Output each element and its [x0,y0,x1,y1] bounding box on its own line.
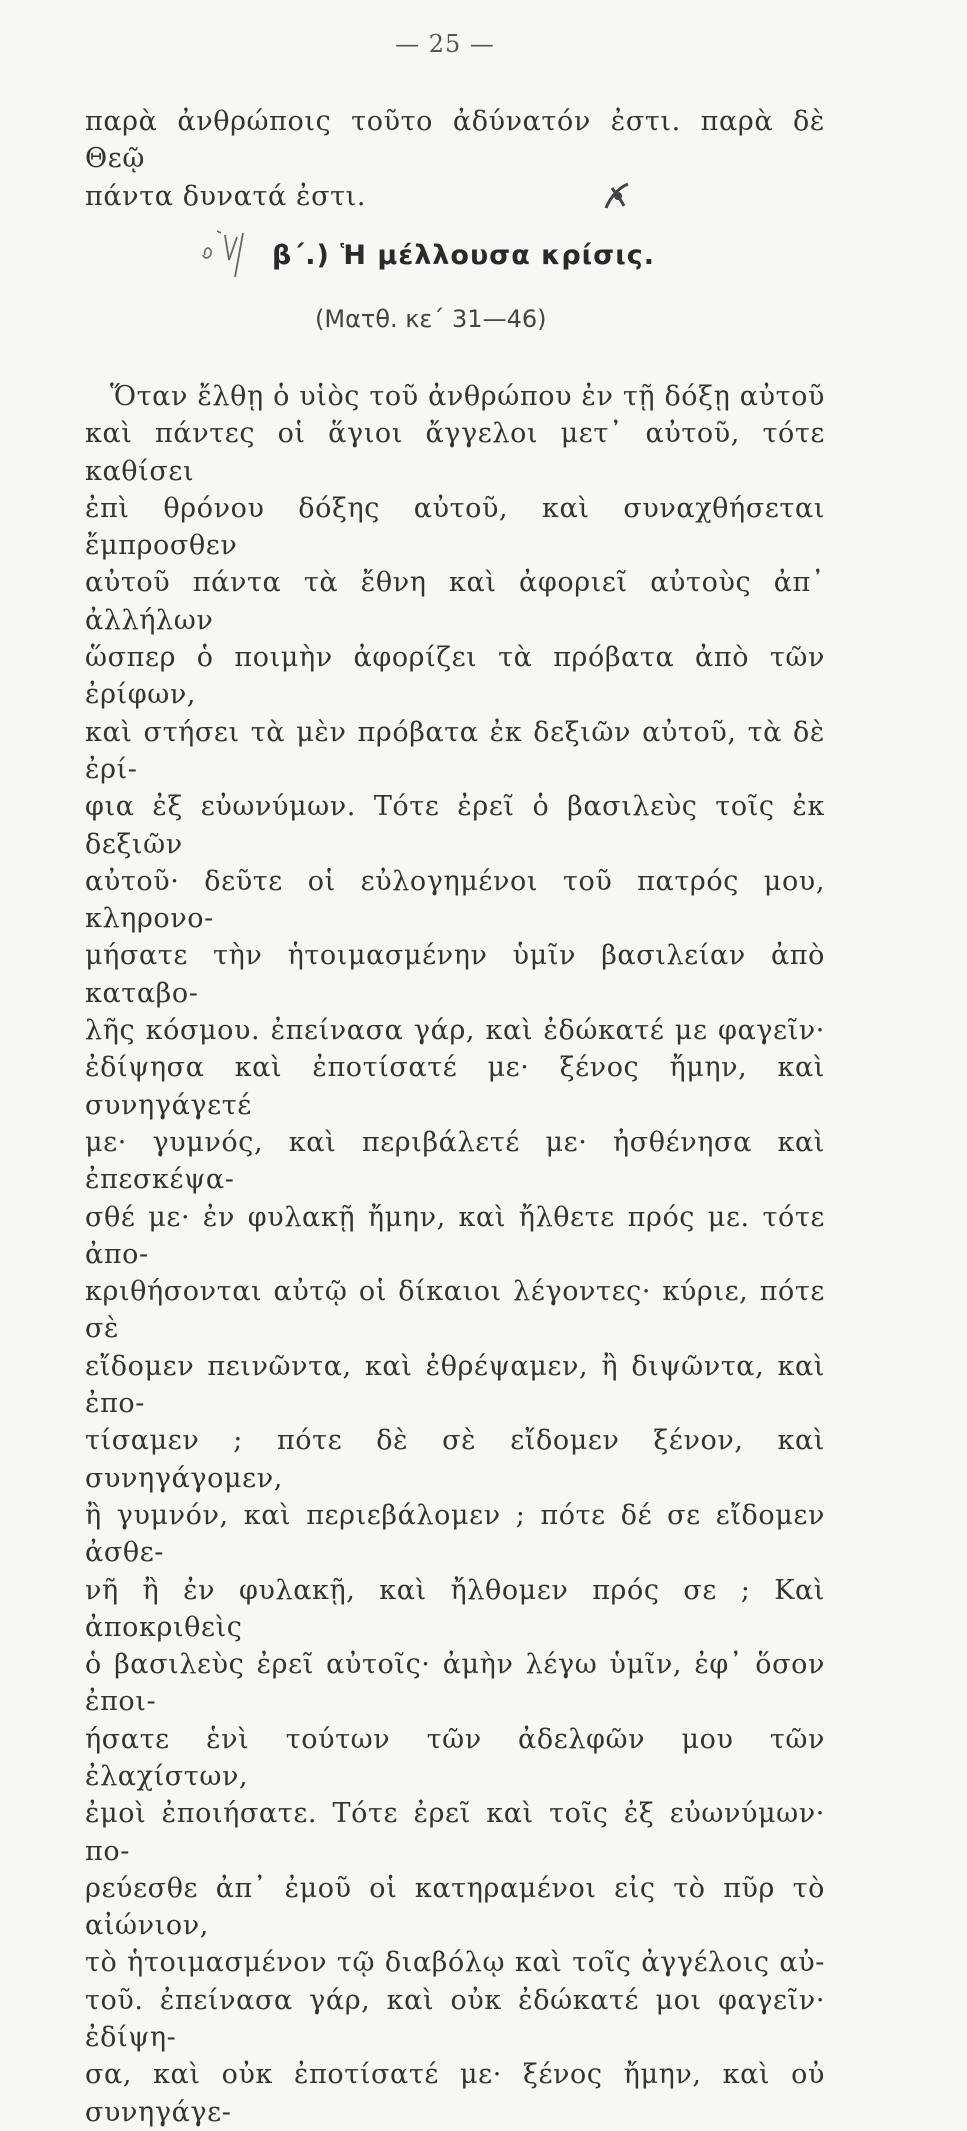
text-line: ἐπὶ θρόνου δόξης αὐτοῦ, καὶ συναχθήσεται ἔμπροσθεν [85,492,825,562]
text-line: με· γυμνός, καὶ περιβάλετέ με· ἠσθένησα καὶ ἐπεσκέψα- [85,1126,825,1196]
text-line: ἢ γυμνόν, καὶ περιεβάλομεν ; πότε δέ σε εἴδομεν ἀσθε- [85,1499,825,1569]
text-line: σα, καὶ οὐκ ἐποτίσατέ με· ξένος ἤμην, καὶ οὐ συνηγάγε- [85,2059,825,2128]
body-paragraph [85,378,825,2131]
text-line: αὐτοῦ πάντα τὰ ἔθνη καὶ ἀφοριεῖ αὐτοὺς ἀπ᾿ ἀλλήλων [85,567,825,636]
text-line: ήσατε ἑνὶ τούτων τῶν ἀδελφῶν μου τῶν ἐλαχίστων, [85,1723,825,1792]
text-line: μήσατε τὴν ἡτοιμασμένην ὑμῖν βασιλείαν ἀπὸ καταβο- [85,940,825,1009]
text-line: αὐτοῦ· δεῦτε οἱ εὐλογημένοι τοῦ πατρός μου, κληρονο- [85,865,825,935]
text-line: εἴδομεν πεινῶντα, καὶ ἐθρέψαμεν, ἢ διψῶντα, καὶ ἐπο- [85,1350,825,1420]
text-line: λῆς κόσμου. ἐπείνασα γάρ, καὶ ἐδώκατέ με φαγεῖν· [85,1015,825,1047]
page-number: — 25 — [395,30,495,58]
text-line: ὁ βασιλεὺς ἐρεῖ αὐτοῖς· ἀμὴν λέγω ὑμῖν, ἐφ᾿ ὅσον ἐποι- [85,1649,825,1718]
text-line: κριθήσονται αὐτῷ οἱ δίκαιοι λέγοντες· κύριε, πότε σὲ [85,1276,825,1345]
text-line: καὶ στήσει τὰ μὲν πρόβατα ἐκ δεξιῶν αὐτοῦ, τὰ δὲ ἐρί- [85,716,825,785]
text-line: πάντα δυνατά ἐστι. [85,180,367,212]
text-line: σθέ με· ἐν φυλακῇ ἤμην, καὶ ἤλθετε πρός με. τότε ἀπο- [85,1201,825,1270]
scripture-reference: (Ματθ. κε΄ 31—46) [315,305,547,333]
text-line: τὸ ἡτοιμασμένον τῷ διαβόλῳ καὶ τοῖς ἀγγέλοις αὐ- [85,1947,825,1979]
ink-mark [598,180,636,214]
text-line: ρεύεσθε ἀπ᾿ ἐμοῦ οἱ κατηραμένοι εἰς τὸ πῦρ τὸ αἰώνιον, [85,1872,825,1942]
text-line: ἐδίψησα καὶ ἐποτίσατέ με· ξένος ἤμην, καὶ συνηγάγετέ [85,1052,825,1121]
text-line: ὥσπερ ὁ ποιμὴν ἀφορίζει τὰ πρόβατα ἀπὸ τῶν ἐρίφων, [85,642,825,711]
intro-paragraph [85,103,825,215]
handwritten-annotation [195,215,265,285]
text-line: Ὅταν ἔλθῃ ὁ υἱὸς τοῦ ἀνθρώπου ἐν τῇ δόξῃ αὐτοῦ [110,381,825,412]
text-line: τίσαμεν ; πότε δὲ σὲ εἴδομεν ξένον, καὶ συνηγάγομεν, [85,1425,825,1494]
text-line: ἐμοὶ ἐποιήσατε. Τότε ἐρεῖ καὶ τοῖς ἐξ εὐωνύμων· πο- [85,1798,825,1867]
text-line: παρὰ ἀνθρώποις τοῦτο ἀδύνατόν ἐστι. παρὰ δὲ Θεῷ [85,106,825,175]
section-heading: β΄.) Ἡ μέλλουσα κρίσις. [272,240,655,271]
text-line: φια ἐξ εὐωνύμων. Τότε ἐρεῖ ὁ βασιλεὺς τοῖς ἐκ δεξιῶν [85,791,825,860]
text-line: νῆ ἢ ἐν φυλακῇ, καὶ ἤλθομεν πρός σε ; Καὶ ἀποκριθεὶς [85,1574,825,1643]
text-line: τοῦ. ἐπείνασα γάρ, καὶ οὐκ ἐδώκατέ μοι φαγεῖν· ἐδίψη- [85,1984,825,2054]
text-line: καὶ πάντες οἱ ἅγιοι ἄγγελοι μετ᾿ αὐτοῦ, τότε καθίσει [85,418,825,487]
